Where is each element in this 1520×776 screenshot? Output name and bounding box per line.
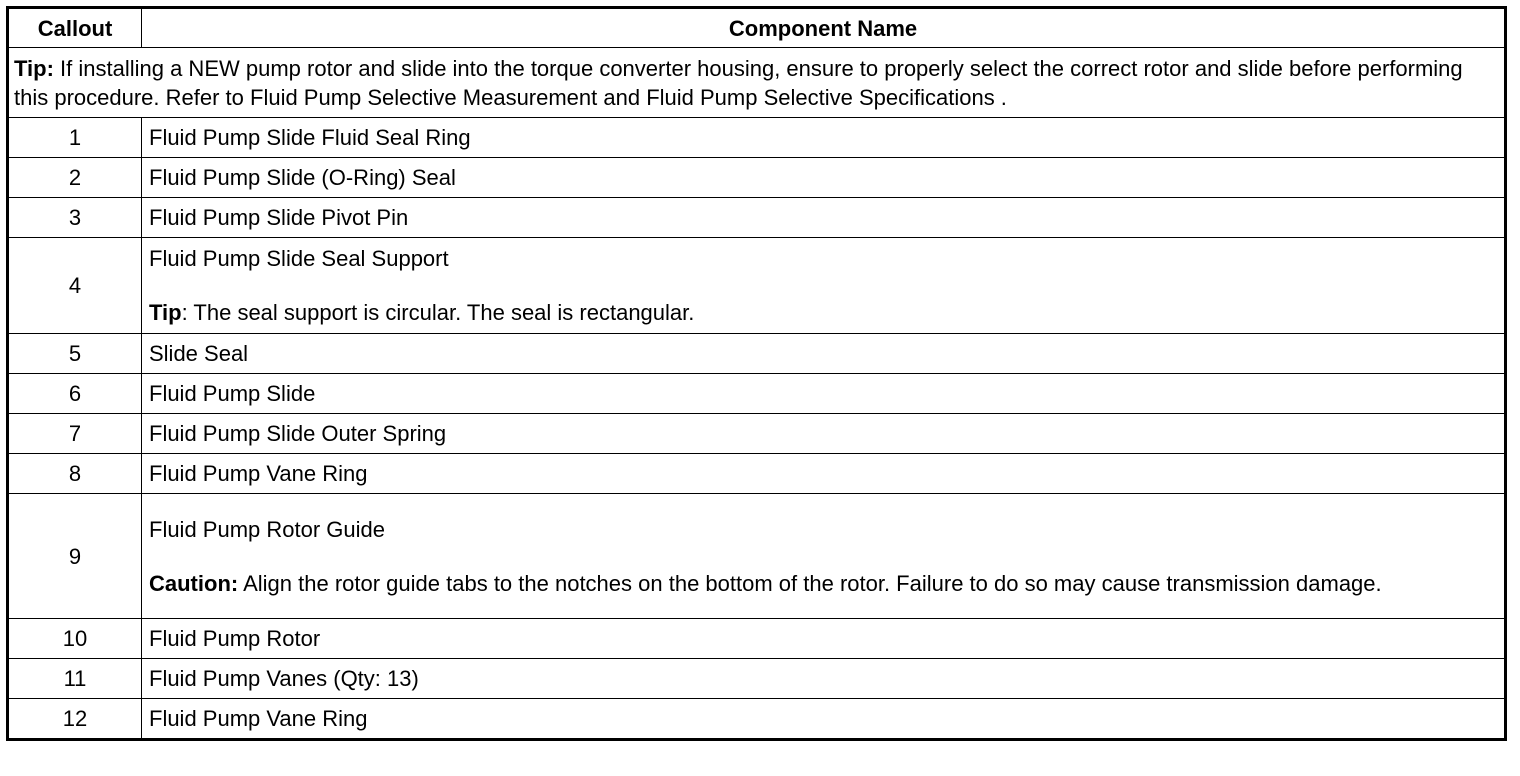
note: [149, 300, 694, 325]
callout-cell: 4: [8, 238, 142, 334]
tip-row: [8, 48, 1506, 118]
callout-cell: 8: [8, 454, 142, 494]
component-cell: Fluid Pump Slide Pivot Pin: [142, 198, 1506, 238]
table-row: [8, 454, 1506, 494]
table-row: [8, 619, 1506, 659]
table-row: [8, 414, 1506, 454]
note-text: Align the rotor guide tabs to the notches on the bottom of the rotor. Failure to do so may cause transmission damage.: [238, 570, 1382, 596]
tip-cell: [8, 48, 1506, 118]
callout-cell: 12: [8, 699, 142, 740]
callout-cell: 5: [8, 334, 142, 374]
component-cell: Fluid Pump Vanes (Qty: 13): [142, 659, 1506, 699]
note-label: Caution:: [149, 570, 239, 596]
callout-cell: 1: [8, 118, 142, 158]
component-cell: Fluid Pump Rotor: [142, 619, 1506, 659]
callout-cell: 2: [8, 158, 142, 198]
callout-cell: 7: [8, 414, 142, 454]
component-cell: Fluid Pump Slide (O-Ring) Seal: [142, 158, 1506, 198]
note-label: Tip: [149, 300, 182, 325]
callout-cell: 10: [8, 619, 142, 659]
component-cell: Fluid Pump Vane Ring: [142, 699, 1506, 740]
tip-text: If installing a NEW pump rotor and slide into the torque converter housing, ensure to properly select the correct rotor and slide before performing this procedure. Refer to Fluid Pump Selective Measurement and Fluid Pump Selective Specifications .: [14, 55, 1463, 110]
table-row: [8, 494, 1506, 619]
table-row: [8, 158, 1506, 198]
callout-cell: 11: [8, 659, 142, 699]
component-cell: Fluid Pump Slide Fluid Seal Ring: [142, 118, 1506, 158]
note: [149, 571, 1382, 596]
table-row: [8, 659, 1506, 699]
callout-header: Callout: [8, 8, 142, 48]
component-cell: Fluid Pump Vane Ring: [142, 454, 1506, 494]
callout-cell: 3: [8, 198, 142, 238]
component-name-header: Component Name: [142, 8, 1506, 48]
callout-cell: 6: [8, 374, 142, 414]
component-cell: [142, 238, 1506, 334]
table-row: [8, 118, 1506, 158]
tip-label: Tip:: [14, 55, 54, 81]
table-row: [8, 374, 1506, 414]
note-text: : The seal support is circular. The seal is rectangular.: [181, 300, 695, 325]
component-cell: [142, 494, 1506, 619]
table-row: [8, 334, 1506, 374]
callout-cell: 9: [8, 494, 142, 619]
component-cell: Fluid Pump Slide: [142, 374, 1506, 414]
component-cell: Slide Seal: [142, 334, 1506, 374]
header-row: [8, 8, 1506, 48]
table-row: [8, 198, 1506, 238]
component-cell: Fluid Pump Slide Outer Spring: [142, 414, 1506, 454]
component-name: Fluid Pump Rotor Guide: [149, 516, 385, 542]
components-table: [6, 6, 1507, 741]
component-name: Fluid Pump Slide Seal Support: [149, 246, 449, 271]
table-row: [8, 699, 1506, 740]
table-row: [8, 238, 1506, 334]
